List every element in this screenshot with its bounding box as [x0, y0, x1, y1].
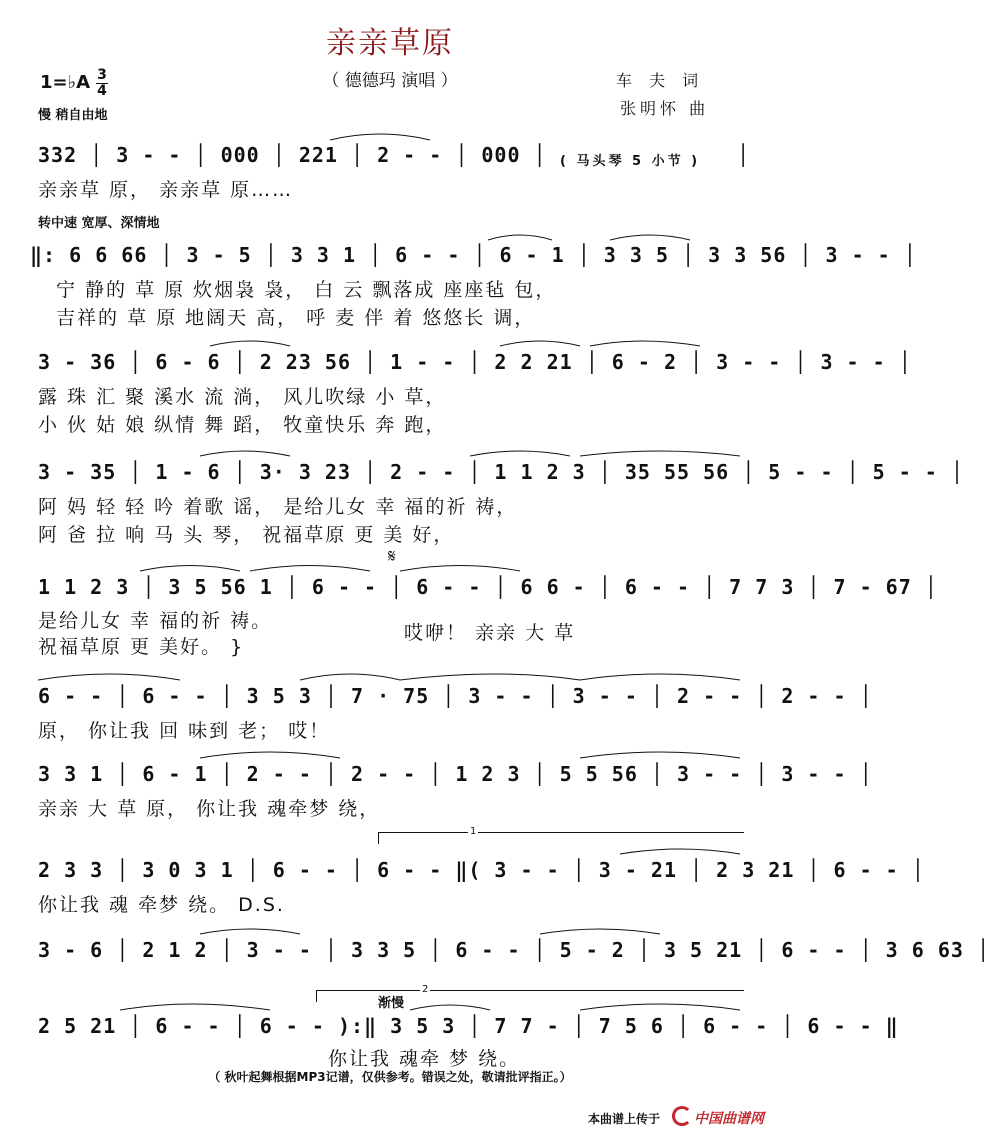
- time-top: 3: [97, 67, 107, 83]
- score-line-8-lyrics: 你让我 魂 牵梦 绕。 D.S.: [38, 894, 285, 916]
- score-line-8-notes: 2 3 3 │ 3 0 3 1 │ 6 - - │ 6 - - ‖( 3 - - │ 3 - 21 │ 2 3 21 │ 6 - - │: [38, 858, 925, 882]
- upload-note: 本曲谱上传于: [588, 1112, 661, 1126]
- score-line-1-notes: 332 │ 3 - - │ 000 │ 221 │ 2 - - │ 000 │: [38, 143, 547, 167]
- barline: │: [737, 143, 750, 167]
- lyricist-credit: 车 夫 词: [616, 71, 705, 90]
- score-line-4-notes: 3 - 35 │ 1 - 6 │ 3· 3 23 │ 2 - - │ 1 1 2 3 │ 35 55 56 │ 5 - - │ 5 - - │: [38, 460, 964, 484]
- key-signature: 1=♭A: [40, 72, 91, 93]
- time-bottom: 4: [97, 83, 107, 99]
- score-line-10-notes: 2 5 21 │ 6 - - │ 6 - - ):‖ 3 5 3 │ 7 7 - │ 7 5 6 │ 6 - - │ 6 - - ‖: [38, 1014, 899, 1038]
- score-line-6-notes: 6 - - │ 6 - - │ 3 5 3 │ 7 · 75 │ 3 - - │ 3 - - │ 2 - - │ 2 - - │: [38, 684, 873, 708]
- score-line-4-lyrics-verse1: 阿 妈 轻 轻 吟 着歌 谣， 是给儿女 幸 福的祈 祷，: [38, 496, 518, 518]
- score-line-7-notes: 3 3 1 │ 6 - 1 │ 2 - - │ 2 - - │ 1 2 3 │ 5 5 56 │ 3 - - │ 3 - - │: [38, 762, 873, 786]
- score-line-2-lyrics-verse2: 吉祥的 草 原 地阔天 高， 呼 麦 伴 着 悠悠长 调，: [56, 307, 536, 329]
- score-line-3-lyrics-verse1: 露 珠 汇 聚 溪水 流 淌， 风儿吹绿 小 草，: [38, 386, 447, 408]
- instrument-note: ( 马头琴 5 小节 ): [560, 154, 701, 169]
- score-line-5-lyrics-refrain: 哎咿！ 亲亲 大 草: [404, 622, 576, 644]
- volta-2-number: 2: [422, 984, 429, 995]
- score-line-6-lyrics: 原， 你让我 回 味到 老； 哎！: [38, 720, 331, 742]
- site-logo: [672, 1106, 764, 1128]
- score-line-10-lyrics: 你让我 魂牵 梦 绕。: [328, 1048, 521, 1070]
- logo-icon: [672, 1106, 692, 1126]
- footer-note: （ 秋叶起舞根据MP3记谱，仅供参考。错误之处，敬请批评指正。）: [208, 1070, 572, 1084]
- segno-sign: 𝄋: [388, 546, 396, 567]
- performer-subtitle: （ 德德玛 演唱 ）: [322, 71, 458, 91]
- score-line-5-notes: 1 1 2 3 │ 3 5 56 1 │ 6 - - │ 6 - - │ 6 6 - │ 6 - - │ 7 7 3 │ 7 - 67 │: [38, 575, 938, 599]
- tempo-marking: 慢 稍自由地: [38, 108, 108, 123]
- page-title: 亲亲草原: [326, 26, 454, 61]
- ritardando-marking: 渐慢: [378, 996, 405, 1011]
- score-line-2-notes: ‖: 6 6 66 │ 3 - 5 │ 3 3 1 │ 6 - - │ 6 - 1 │ 3 3 5 │ 3 3 56 │ 3 - - │: [30, 243, 917, 267]
- score-line-4-lyrics-verse2: 阿 爸 拉 响 马 头 琴， 祝福草原 更 美 好，: [38, 524, 455, 546]
- score-line-2-lyrics-verse1: 宁 静的 草 原 炊烟袅 袅， 白 云 飘落成 座座毡 包，: [56, 279, 557, 301]
- score-line-9-notes: 3 - 6 │ 2 1 2 │ 3 - - │ 3 3 5 │ 6 - - │ 5 - 2 │ 3 5 21 │ 6 - - │ 3 6 63 │: [38, 938, 990, 962]
- score-line-1-lyrics: 亲亲草 原， 亲亲草 原……: [38, 179, 294, 201]
- score-line-5-lyrics-verse2: 祝福草原 更 美好。 }: [38, 636, 245, 658]
- score-line-3-notes: 3 - 36 │ 6 - 6 │ 2 23 56 │ 1 - - │ 2 2 21 │ 6 - 2 │ 3 - - │ 3 - - │: [38, 350, 912, 374]
- score-line-5-lyrics-verse1: 是给儿女 幸 福的祈 祷。: [38, 610, 273, 632]
- volta-1-number: 1: [470, 826, 477, 837]
- section-tempo-marking: 转中速 宽厚、深情地: [38, 216, 160, 231]
- score-line-7-lyrics: 亲亲 大 草 原， 你让我 魂牵梦 绕，: [38, 798, 381, 820]
- logo-text: 中国曲谱网: [694, 1111, 764, 1127]
- score-line-3-lyrics-verse2: 小 伙 姑 娘 纵情 舞 蹈， 牧童快乐 奔 跑，: [38, 414, 447, 436]
- composer-credit: 张明怀 曲: [620, 99, 710, 118]
